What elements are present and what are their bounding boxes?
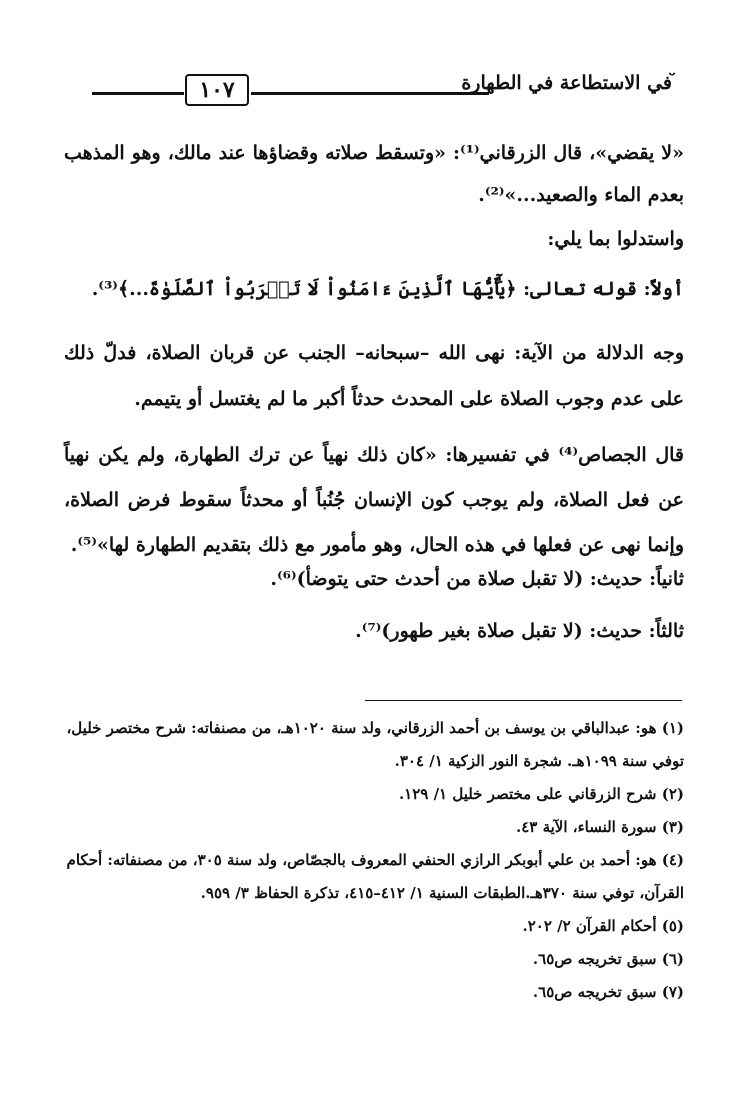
paragraph-first-evidence: أولاً: قوله تعالى: ﴿يَٰٓأَيُّهَا ٱلَّذِينَ ءَامَنُواْ لَا تَقۡرَبُواْ ٱلصَّلَوٰةَ...﴾⁽³⁾. bbox=[91, 278, 684, 300]
paragraph-jassas-quote: قال الجصاص⁽⁴⁾ في تفسيرها: «كان ذلك نهياً عن ترك الطهارة، ولم يكن نهياً عن فعل الصلاة، ولم يوجب كون الإنسان جُنُباً أو محدثاً سقوط فرض الصلاة، وإنما نهى عن فعلها في هذه الحال، وهو مأمور مع ذلك بتقديم الطهارة لها»⁽⁵⁾. bbox=[64, 444, 684, 556]
header-rule-right bbox=[251, 92, 489, 95]
paragraph-zurqani-quote: «لا يقضي»، قال الزرقاني⁽¹⁾: «وتسقط صلاته وقضاؤها عند مالك، وهو المذهب بعدم الماء والصعيد...»⁽²⁾. bbox=[64, 142, 684, 206]
header-rule-left bbox=[92, 92, 184, 95]
footnote-2: (٢) شرح الزرقاني على مختصر خليل ١/ ١٢٩. bbox=[398, 785, 684, 803]
footnote-7: (٧) سبق تخريجه ص٦٥. bbox=[532, 983, 684, 1001]
footnote-3: (٣) سورة النساء، الآية ٤٣. bbox=[516, 818, 684, 836]
page-number: ١٠٧ bbox=[185, 74, 249, 106]
footnote-1: (١) هو: عبدالباقي بن يوسف بن أحمد الزرقاني، ولد سنة ١٠٢٠هـ، من مصنفاته: شرح مختصر خليل، توفي سنة ١٠٩٩هـ. شجرة النور الزكية ١/ ٣٠٤. bbox=[66, 719, 684, 770]
footnotes bbox=[64, 712, 684, 1009]
footnote-4: (٤) هو: أحمد بن علي أبوبكر الرازي الحنفي المعروف بالجصّاص، ولد سنة ٣٠٥، من مصنفاته: أحكام القرآن، توفي سنة ٣٧٠هـ.الطبقات السنية ١/ ٤١٢–٤١٥، تذكرة الحفاظ ٣/ ٩٥٩. bbox=[66, 851, 684, 902]
running-header-title: ﬞفي الاستطاعة في الطهارة bbox=[461, 72, 672, 94]
paragraph-second-evidence: ثانياً: حديث: (لا تقبل صلاة من أحدث حتى يتوضأ)⁽⁶⁾. bbox=[270, 568, 684, 590]
footnote-5: (٥) أحكام القرآن ٢/ ٢٠٢. bbox=[522, 917, 684, 935]
footnote-separator bbox=[365, 700, 682, 701]
paragraph-third-evidence: ثالثاً: حديث: (لا تقبل صلاة بغير طهور)⁽⁷⁾. bbox=[355, 620, 684, 642]
paragraph-evidence-intro: واستدلوا بما يلي: bbox=[547, 228, 684, 250]
footnote-6: (٦) سبق تخريجه ص٦٥. bbox=[532, 950, 684, 968]
paragraph-evidence-explanation: وجه الدلالة من الآية: نهى الله –سبحانه– الجنب عن قربان الصلاة، فدلّ ذلك على عدم وجوب الصلاة على المحدث حدثاً أكبر ما لم يغتسل أو يتيمم. bbox=[64, 342, 684, 410]
